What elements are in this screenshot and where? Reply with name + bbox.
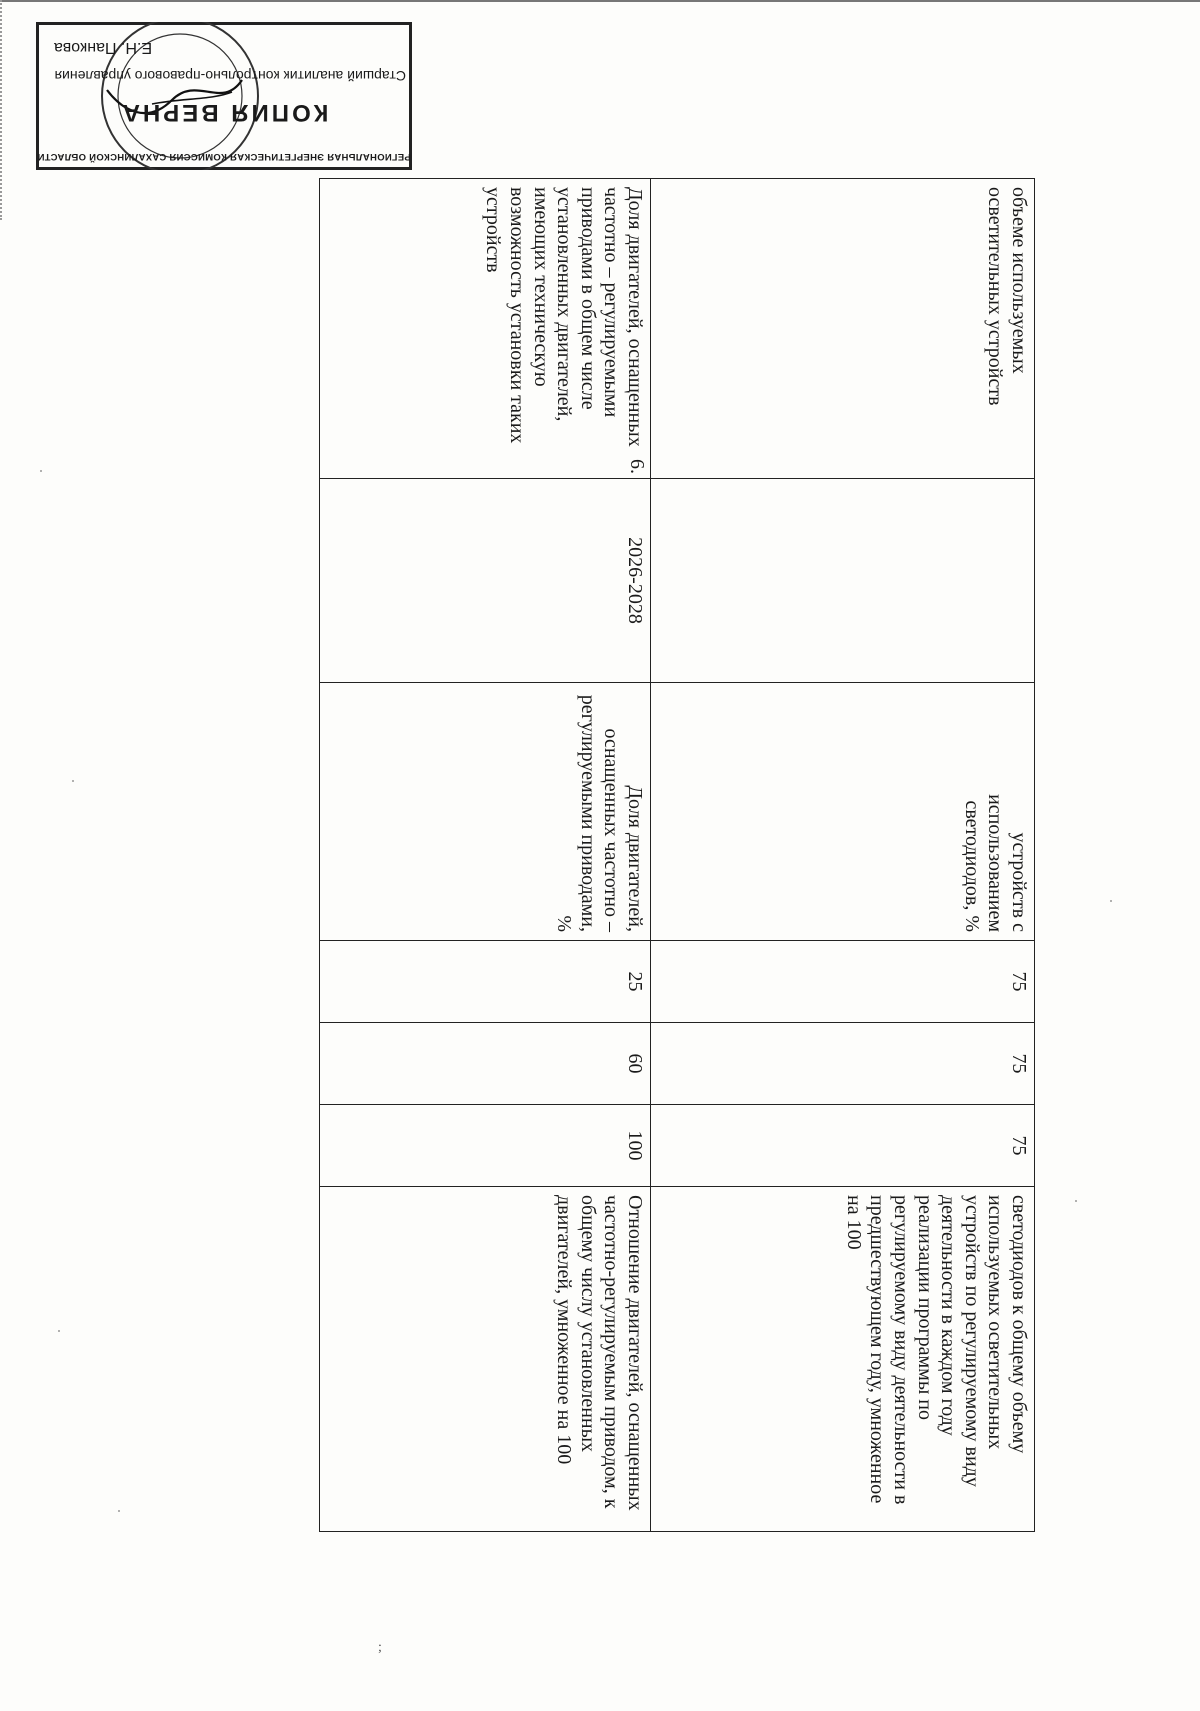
cell-value-1: 25 <box>320 941 651 1023</box>
indicators-table <box>319 178 1035 1532</box>
scan-top-edge <box>0 0 1200 6</box>
rotated-table-area <box>320 178 1035 1531</box>
cell-indicator: Доля двигателей, оснащенных частотно – регулируемыми приводами, % <box>320 683 651 941</box>
cell-indicator: устройств с использованием светодиодов, % <box>651 683 1035 941</box>
cell-value-2: 60 <box>320 1023 651 1105</box>
cell-name: объеме используемых осветительных устройств <box>651 179 1035 479</box>
cell-value-3: 100 <box>320 1105 651 1187</box>
table-row <box>651 179 1035 1532</box>
stamp-signer: Е.Н. Панкова <box>54 39 153 56</box>
copy-certified-stamp <box>36 22 412 170</box>
scan-speck <box>118 1510 120 1512</box>
cell-name-text: Доля двигателей, оснащенных частотно – регулируемыми приводами в общем числе установленных двигателей, имеющих техническую возможность установки таких устройств <box>482 187 646 447</box>
cell-value-2: 75 <box>651 1023 1035 1105</box>
cell-period: 2026-2028 <box>320 479 651 683</box>
scan-speck <box>1075 1200 1077 1202</box>
stamp-position: Старший аналитик контрольно-правового управления <box>54 68 406 84</box>
stamp-organization: РЕГИОНАЛЬНАЯ ЭНЕРГЕТИЧЕСКАЯ КОМИССИЯ САХАЛИНСКОЙ ОБЛАСТИ <box>37 151 411 162</box>
scan-speck <box>72 780 74 782</box>
stamp-title: КОПИЯ ВЕРНА <box>119 99 329 126</box>
scan-speck <box>40 470 42 472</box>
cell-period <box>651 479 1035 683</box>
table-row <box>320 179 651 1532</box>
cell-value-3: 75 <box>651 1105 1035 1187</box>
scan-left-edge <box>0 0 5 220</box>
footer-mark: ; <box>378 1640 382 1655</box>
cell-method: Отношение двигателей, оснащенных частотно-регулируемым приводом, к общему числу установленных двигателей, умноженное на 100 <box>320 1187 651 1532</box>
scan-speck <box>1110 900 1112 902</box>
cell-value-1: 75 <box>651 941 1035 1023</box>
cell-method: светодиодов к общему объему используемых осветительных устройств по регулируемому виду деятельности в каждом году реализации программы по регулируемому виду деятельности в предшествующем году, умноженное на 100 <box>651 1187 1035 1532</box>
cell-name <box>320 179 651 479</box>
row-number: 6. <box>626 459 648 474</box>
scan-speck <box>58 1330 60 1332</box>
